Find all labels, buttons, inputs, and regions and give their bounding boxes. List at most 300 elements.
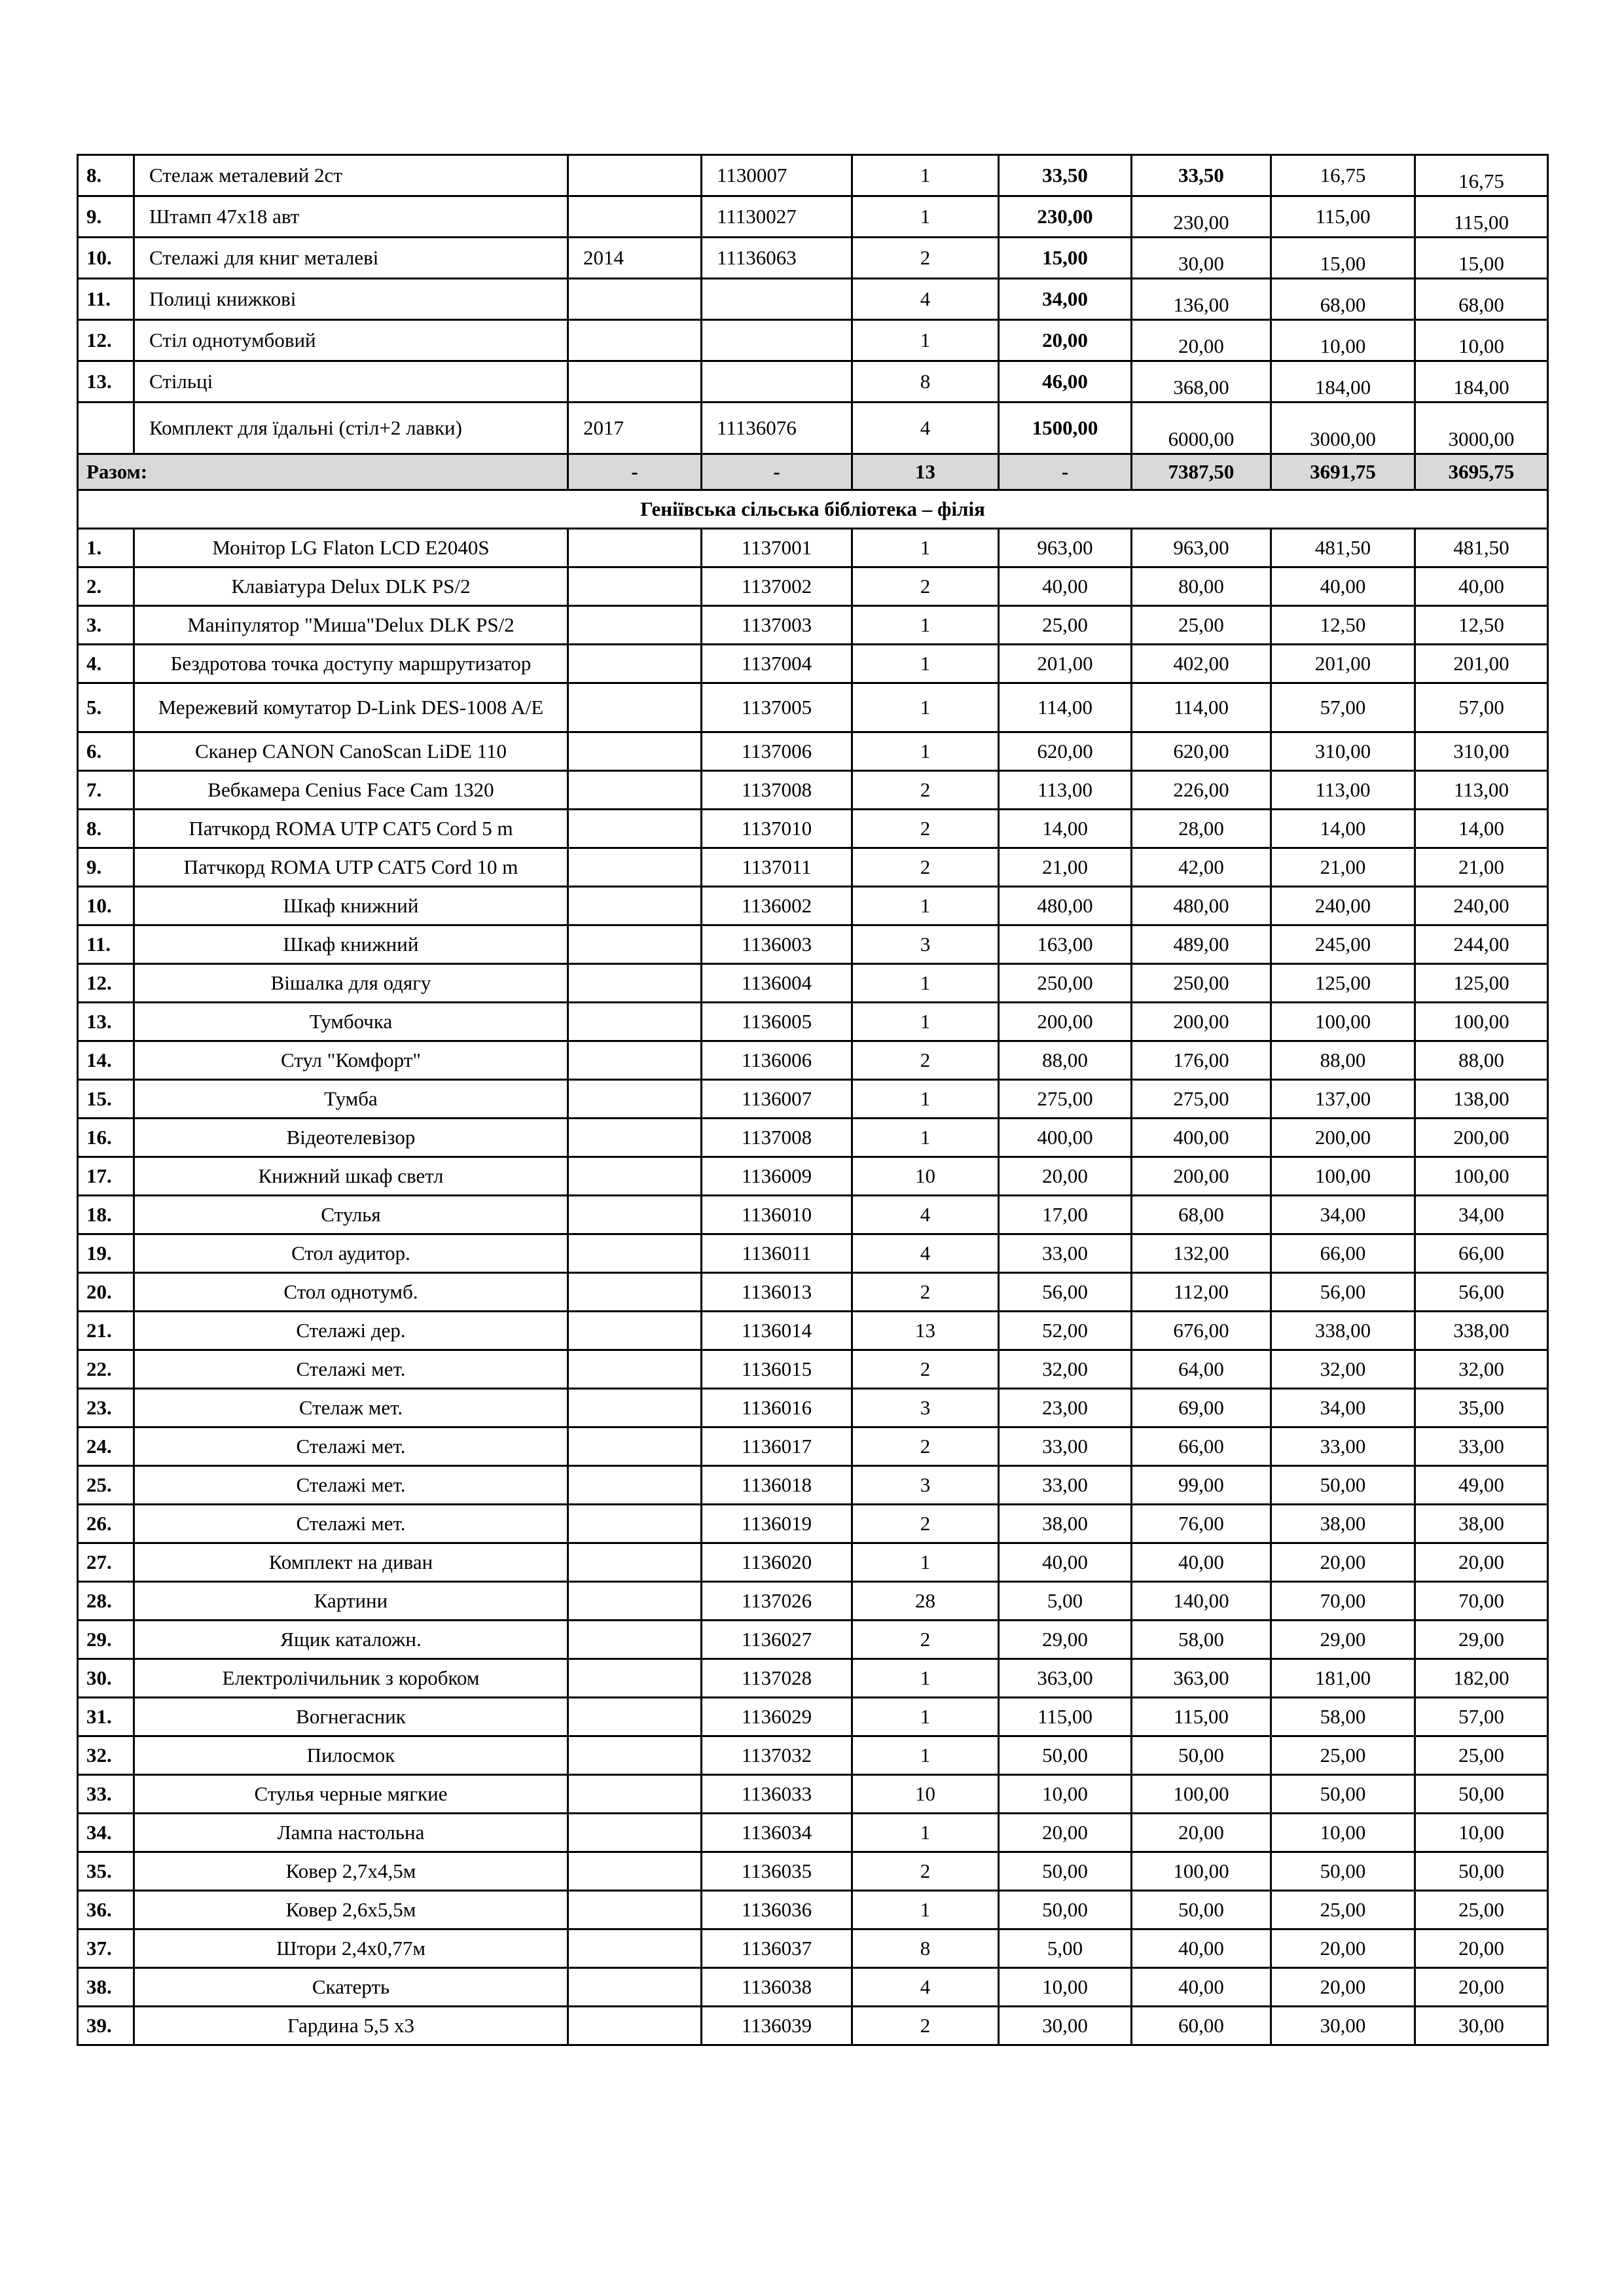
quantity: 1 [852, 1891, 999, 1929]
table-row [78, 529, 1548, 567]
depreciation: 240,00 [1271, 887, 1415, 925]
quantity: 1 [852, 1814, 999, 1852]
item-year [568, 1003, 702, 1041]
quantity: 2 [852, 1621, 999, 1659]
table-row [78, 645, 1548, 683]
item-year [568, 1427, 702, 1466]
item-name: Маніпулятор "Миша"Delux DLK PS/2 [134, 606, 568, 645]
unit-price: 52,00 [999, 1312, 1132, 1350]
item-name: Ящик каталожн. [134, 1621, 568, 1659]
item-year [568, 848, 702, 887]
residual-value: 25,00 [1415, 1736, 1548, 1775]
depreciation: 481,50 [1271, 529, 1415, 567]
row-number: 35. [78, 1852, 134, 1891]
row-number: 6. [78, 732, 134, 771]
row-number: 26. [78, 1505, 134, 1543]
residual-value: 184,00 [1415, 361, 1548, 403]
table-row [78, 1505, 1548, 1543]
total-value: 112,00 [1132, 1273, 1271, 1312]
table-row [78, 1234, 1548, 1273]
unit-price: 50,00 [999, 1852, 1132, 1891]
row-number: 3. [78, 606, 134, 645]
item-name: Вішалка для одягу [134, 964, 568, 1003]
row-number: 10. [78, 238, 134, 279]
depreciation: 34,00 [1271, 1196, 1415, 1234]
row-number: 12. [78, 964, 134, 1003]
total-label: Разом: [78, 454, 568, 490]
inventory-number: 1136009 [702, 1157, 852, 1196]
depreciation: 88,00 [1271, 1041, 1415, 1080]
inventory-number: 1136039 [702, 2007, 852, 2045]
residual-value: 113,00 [1415, 771, 1548, 810]
total-value: 402,00 [1132, 645, 1271, 683]
row-number: 13. [78, 361, 134, 403]
depreciation: 58,00 [1271, 1698, 1415, 1736]
total-value: 80,00 [1132, 567, 1271, 606]
quantity: 2 [852, 238, 999, 279]
row-number: 24. [78, 1427, 134, 1466]
unit-price: 201,00 [999, 645, 1132, 683]
residual-value: 20,00 [1415, 1968, 1548, 2007]
residual-value: 32,00 [1415, 1350, 1548, 1389]
item-year [568, 1659, 702, 1698]
table-row [78, 1312, 1548, 1350]
row-number: 9. [78, 848, 134, 887]
total-value: 489,00 [1132, 925, 1271, 964]
quantity: 2 [852, 1427, 999, 1466]
inventory-number: 1137032 [702, 1736, 852, 1775]
total-row [78, 454, 1548, 490]
total-value: 100,00 [1132, 1852, 1271, 1891]
inventory-number: 1136029 [702, 1698, 852, 1736]
unit-price: 1500,00 [999, 403, 1132, 454]
section2-body [78, 529, 1548, 2045]
item-year [568, 1157, 702, 1196]
table-row [78, 683, 1548, 732]
residual-value: 30,00 [1415, 2007, 1548, 2045]
item-year [568, 1041, 702, 1080]
unit-price: 620,00 [999, 732, 1132, 771]
item-year [568, 887, 702, 925]
total-value: 136,00 [1132, 279, 1271, 320]
total-value: 250,00 [1132, 964, 1271, 1003]
total-wear: 3691,75 [1271, 454, 1415, 490]
unit-price: 400,00 [999, 1119, 1132, 1157]
total-value: 99,00 [1132, 1466, 1271, 1505]
item-name: Ковер 2,7х4,5м [134, 1852, 568, 1891]
inventory-number: 1130007 [702, 155, 852, 196]
item-name: Стулья [134, 1196, 568, 1234]
total-residual: 3695,75 [1415, 454, 1548, 490]
item-name: Штамп 47х18 авт [134, 196, 568, 238]
table-row [78, 279, 1548, 320]
residual-value: 182,00 [1415, 1659, 1548, 1698]
item-year [568, 1775, 702, 1814]
row-number: 33. [78, 1775, 134, 1814]
unit-price: 200,00 [999, 1003, 1132, 1041]
unit-price: 10,00 [999, 1968, 1132, 2007]
unit-price: 5,00 [999, 1582, 1132, 1621]
residual-value: 115,00 [1415, 196, 1548, 238]
depreciation: 57,00 [1271, 683, 1415, 732]
row-number: 13. [78, 1003, 134, 1041]
row-number: 30. [78, 1659, 134, 1698]
total-value: 40,00 [1132, 1543, 1271, 1582]
total-value: 50,00 [1132, 1736, 1271, 1775]
quantity: 4 [852, 403, 999, 454]
total-value: 76,00 [1132, 1505, 1271, 1543]
residual-value: 15,00 [1415, 238, 1548, 279]
quantity: 2 [852, 1350, 999, 1389]
unit-price: 40,00 [999, 567, 1132, 606]
item-name: Комплект для їдальні (стіл+2 лавки) [134, 403, 568, 454]
total-price: - [999, 454, 1132, 490]
row-number: 16. [78, 1119, 134, 1157]
row-number: 31. [78, 1698, 134, 1736]
depreciation: 66,00 [1271, 1234, 1415, 1273]
total-value: 20,00 [1132, 320, 1271, 361]
item-year [568, 1196, 702, 1234]
table-row [78, 1814, 1548, 1852]
quantity: 1 [852, 964, 999, 1003]
total-year: - [568, 454, 702, 490]
item-year [568, 810, 702, 848]
residual-value: 20,00 [1415, 1543, 1548, 1582]
depreciation: 245,00 [1271, 925, 1415, 964]
quantity: 1 [852, 732, 999, 771]
quantity: 1 [852, 887, 999, 925]
residual-value: 200,00 [1415, 1119, 1548, 1157]
item-year [568, 1505, 702, 1543]
residual-value: 57,00 [1415, 683, 1548, 732]
residual-value: 33,00 [1415, 1427, 1548, 1466]
quantity: 1 [852, 1698, 999, 1736]
depreciation: 137,00 [1271, 1080, 1415, 1119]
item-name: Стелажі дер. [134, 1312, 568, 1350]
unit-price: 113,00 [999, 771, 1132, 810]
depreciation: 10,00 [1271, 320, 1415, 361]
table-row [78, 606, 1548, 645]
item-year [568, 1929, 702, 1968]
inventory-number: 1136034 [702, 1814, 852, 1852]
item-name: Бездротова точка доступу маршрутизатор [134, 645, 568, 683]
depreciation: 113,00 [1271, 771, 1415, 810]
unit-price: 20,00 [999, 1814, 1132, 1852]
unit-price: 33,00 [999, 1234, 1132, 1273]
item-year [568, 1814, 702, 1852]
depreciation: 15,00 [1271, 238, 1415, 279]
row-number: 1. [78, 529, 134, 567]
item-year [568, 1234, 702, 1273]
item-year [568, 1389, 702, 1427]
total-value: 20,00 [1132, 1814, 1271, 1852]
table-row [78, 1196, 1548, 1234]
item-name: Стелажі для книг металеві [134, 238, 568, 279]
total-inv: - [702, 454, 852, 490]
inventory-number: 1137026 [702, 1582, 852, 1621]
depreciation: 20,00 [1271, 1543, 1415, 1582]
inventory-number: 1137008 [702, 1119, 852, 1157]
item-year [568, 1080, 702, 1119]
item-name: Книжний шкаф светл [134, 1157, 568, 1196]
inventory-number: 1136035 [702, 1852, 852, 1891]
quantity: 10 [852, 1157, 999, 1196]
residual-value: 50,00 [1415, 1775, 1548, 1814]
row-number: 14. [78, 1041, 134, 1080]
inventory-page [77, 154, 1547, 2046]
residual-value: 481,50 [1415, 529, 1548, 567]
depreciation: 68,00 [1271, 279, 1415, 320]
unit-price: 230,00 [999, 196, 1132, 238]
quantity: 1 [852, 320, 999, 361]
row-number: 36. [78, 1891, 134, 1929]
total-value: 115,00 [1132, 1698, 1271, 1736]
residual-value: 29,00 [1415, 1621, 1548, 1659]
total-sum: 7387,50 [1132, 454, 1271, 490]
residual-value: 49,00 [1415, 1466, 1548, 1505]
item-name: Стол аудитор. [134, 1234, 568, 1273]
item-name: Стелажі мет. [134, 1427, 568, 1466]
residual-value: 100,00 [1415, 1157, 1548, 1196]
inventory-number: 1137028 [702, 1659, 852, 1698]
row-number: 11. [78, 925, 134, 964]
row-number: 4. [78, 645, 134, 683]
table-row [78, 567, 1548, 606]
residual-value: 38,00 [1415, 1505, 1548, 1543]
item-name: Стул "Комфорт" [134, 1041, 568, 1080]
row-number: 20. [78, 1273, 134, 1312]
depreciation: 40,00 [1271, 567, 1415, 606]
item-year [568, 1891, 702, 1929]
row-number: 28. [78, 1582, 134, 1621]
inventory-number: 1136037 [702, 1929, 852, 1968]
residual-value: 20,00 [1415, 1929, 1548, 1968]
item-name: Стелажі мет. [134, 1350, 568, 1389]
inventory-table [77, 154, 1549, 2046]
residual-value: 25,00 [1415, 1891, 1548, 1929]
item-name: Стелаж металевий 2ст [134, 155, 568, 196]
total-value: 60,00 [1132, 2007, 1271, 2045]
quantity: 8 [852, 361, 999, 403]
inventory-number: 1136002 [702, 887, 852, 925]
item-name: Тумбочка [134, 1003, 568, 1041]
item-year [568, 606, 702, 645]
residual-value: 50,00 [1415, 1852, 1548, 1891]
inventory-number: 1136006 [702, 1041, 852, 1080]
row-number: 29. [78, 1621, 134, 1659]
inventory-number: 1136007 [702, 1080, 852, 1119]
item-name: Гардина 5,5 х3 [134, 2007, 568, 2045]
inventory-number: 1137005 [702, 683, 852, 732]
total-value: 963,00 [1132, 529, 1271, 567]
table-row [78, 361, 1548, 403]
table-row [78, 1852, 1548, 1891]
inventory-number: 1136013 [702, 1273, 852, 1312]
item-name: Шкаф книжний [134, 887, 568, 925]
table-row [78, 1543, 1548, 1582]
unit-price: 363,00 [999, 1659, 1132, 1698]
quantity: 2 [852, 567, 999, 606]
quantity: 2 [852, 771, 999, 810]
item-name: Стелажі мет. [134, 1466, 568, 1505]
row-number: 37. [78, 1929, 134, 1968]
unit-price: 38,00 [999, 1505, 1132, 1543]
row-number: 21. [78, 1312, 134, 1350]
item-year [568, 279, 702, 320]
residual-value: 56,00 [1415, 1273, 1548, 1312]
unit-price: 5,00 [999, 1929, 1132, 1968]
total-value: 25,00 [1132, 606, 1271, 645]
quantity: 1 [852, 606, 999, 645]
unit-price: 17,00 [999, 1196, 1132, 1234]
depreciation: 184,00 [1271, 361, 1415, 403]
residual-value: 10,00 [1415, 1814, 1548, 1852]
unit-price: 34,00 [999, 279, 1132, 320]
item-name: Стол однотумб. [134, 1273, 568, 1312]
residual-value: 3000,00 [1415, 403, 1548, 454]
total-value: 40,00 [1132, 1968, 1271, 2007]
depreciation: 50,00 [1271, 1466, 1415, 1505]
item-name: Шкаф книжний [134, 925, 568, 964]
quantity: 1 [852, 155, 999, 196]
depreciation: 201,00 [1271, 645, 1415, 683]
inventory-number: 1136019 [702, 1505, 852, 1543]
inventory-number [702, 279, 852, 320]
quantity: 3 [852, 1389, 999, 1427]
total-value: 50,00 [1132, 1891, 1271, 1929]
unit-price: 29,00 [999, 1621, 1132, 1659]
item-year [568, 1968, 702, 2007]
item-year [568, 1273, 702, 1312]
quantity: 1 [852, 529, 999, 567]
item-name: Патчкорд ROMA UTP CAT5 Cord 10 m [134, 848, 568, 887]
quantity: 4 [852, 1968, 999, 2007]
table-row [78, 1041, 1548, 1080]
total-qty: 13 [852, 454, 999, 490]
quantity: 10 [852, 1775, 999, 1814]
table-row [78, 238, 1548, 279]
total-value: 28,00 [1132, 810, 1271, 848]
table-row [78, 155, 1548, 196]
table-row [78, 1157, 1548, 1196]
inventory-number: 1137003 [702, 606, 852, 645]
depreciation: 100,00 [1271, 1003, 1415, 1041]
depreciation: 50,00 [1271, 1775, 1415, 1814]
quantity: 13 [852, 1312, 999, 1350]
total-value: 226,00 [1132, 771, 1271, 810]
depreciation: 181,00 [1271, 1659, 1415, 1698]
table-row [78, 1968, 1548, 2007]
total-value: 363,00 [1132, 1659, 1271, 1698]
quantity: 1 [852, 1543, 999, 1582]
quantity: 2 [852, 1505, 999, 1543]
quantity: 2 [852, 1852, 999, 1891]
total-value: 200,00 [1132, 1157, 1271, 1196]
inventory-number: 1136038 [702, 1968, 852, 2007]
inventory-number: 1136003 [702, 925, 852, 964]
row-number: 34. [78, 1814, 134, 1852]
unit-price: 50,00 [999, 1891, 1132, 1929]
inventory-number: 1137006 [702, 732, 852, 771]
total-value: 368,00 [1132, 361, 1271, 403]
table-row [78, 1582, 1548, 1621]
table-row [78, 1698, 1548, 1736]
residual-value: 240,00 [1415, 887, 1548, 925]
inventory-number: 1137011 [702, 848, 852, 887]
inventory-number [702, 320, 852, 361]
quantity: 2 [852, 1041, 999, 1080]
quantity: 2 [852, 810, 999, 848]
item-name: Ковер 2,6х5,5м [134, 1891, 568, 1929]
row-number: 39. [78, 2007, 134, 2045]
unit-price: 33,00 [999, 1466, 1132, 1505]
item-year [568, 1119, 702, 1157]
depreciation: 14,00 [1271, 810, 1415, 848]
quantity: 1 [852, 1736, 999, 1775]
quantity: 2 [852, 848, 999, 887]
residual-value: 310,00 [1415, 732, 1548, 771]
item-name: Стелажі мет. [134, 1505, 568, 1543]
item-name: Сканер CANON CanoScan LiDE 110 [134, 732, 568, 771]
item-year: 2017 [568, 403, 702, 454]
residual-value: 40,00 [1415, 567, 1548, 606]
item-name: Комплект на диван [134, 1543, 568, 1582]
quantity: 2 [852, 2007, 999, 2045]
unit-price: 250,00 [999, 964, 1132, 1003]
table-row [78, 810, 1548, 848]
table-row [78, 1273, 1548, 1312]
quantity: 1 [852, 645, 999, 683]
item-name: Стіл однотумбовий [134, 320, 568, 361]
item-year [568, 1543, 702, 1582]
residual-value: 68,00 [1415, 279, 1548, 320]
table-row [78, 2007, 1548, 2045]
row-number: 8. [78, 810, 134, 848]
row-number: 2. [78, 567, 134, 606]
quantity: 2 [852, 1273, 999, 1312]
item-year [568, 771, 702, 810]
unit-price: 32,00 [999, 1350, 1132, 1389]
inventory-number: 1136018 [702, 1466, 852, 1505]
inventory-number: 1136004 [702, 964, 852, 1003]
unit-price: 21,00 [999, 848, 1132, 887]
residual-value: 88,00 [1415, 1041, 1548, 1080]
total-value: 114,00 [1132, 683, 1271, 732]
depreciation: 33,00 [1271, 1427, 1415, 1466]
inventory-number: 1137001 [702, 529, 852, 567]
unit-price: 14,00 [999, 810, 1132, 848]
depreciation: 70,00 [1271, 1582, 1415, 1621]
unit-price: 275,00 [999, 1080, 1132, 1119]
total-value: 132,00 [1132, 1234, 1271, 1273]
item-name: Пилосмок [134, 1736, 568, 1775]
depreciation: 3000,00 [1271, 403, 1415, 454]
unit-price: 50,00 [999, 1736, 1132, 1775]
item-name: Вогнегасник [134, 1698, 568, 1736]
depreciation: 200,00 [1271, 1119, 1415, 1157]
inventory-number: 1136005 [702, 1003, 852, 1041]
total-value: 69,00 [1132, 1389, 1271, 1427]
section1-body [78, 155, 1548, 454]
depreciation: 32,00 [1271, 1350, 1415, 1389]
item-year [568, 2007, 702, 2045]
item-year [568, 320, 702, 361]
total-value: 66,00 [1132, 1427, 1271, 1466]
inventory-number: 1136014 [702, 1312, 852, 1350]
depreciation: 21,00 [1271, 848, 1415, 887]
unit-price: 114,00 [999, 683, 1132, 732]
item-name: Монітор LG Flaton LCD E2040S [134, 529, 568, 567]
